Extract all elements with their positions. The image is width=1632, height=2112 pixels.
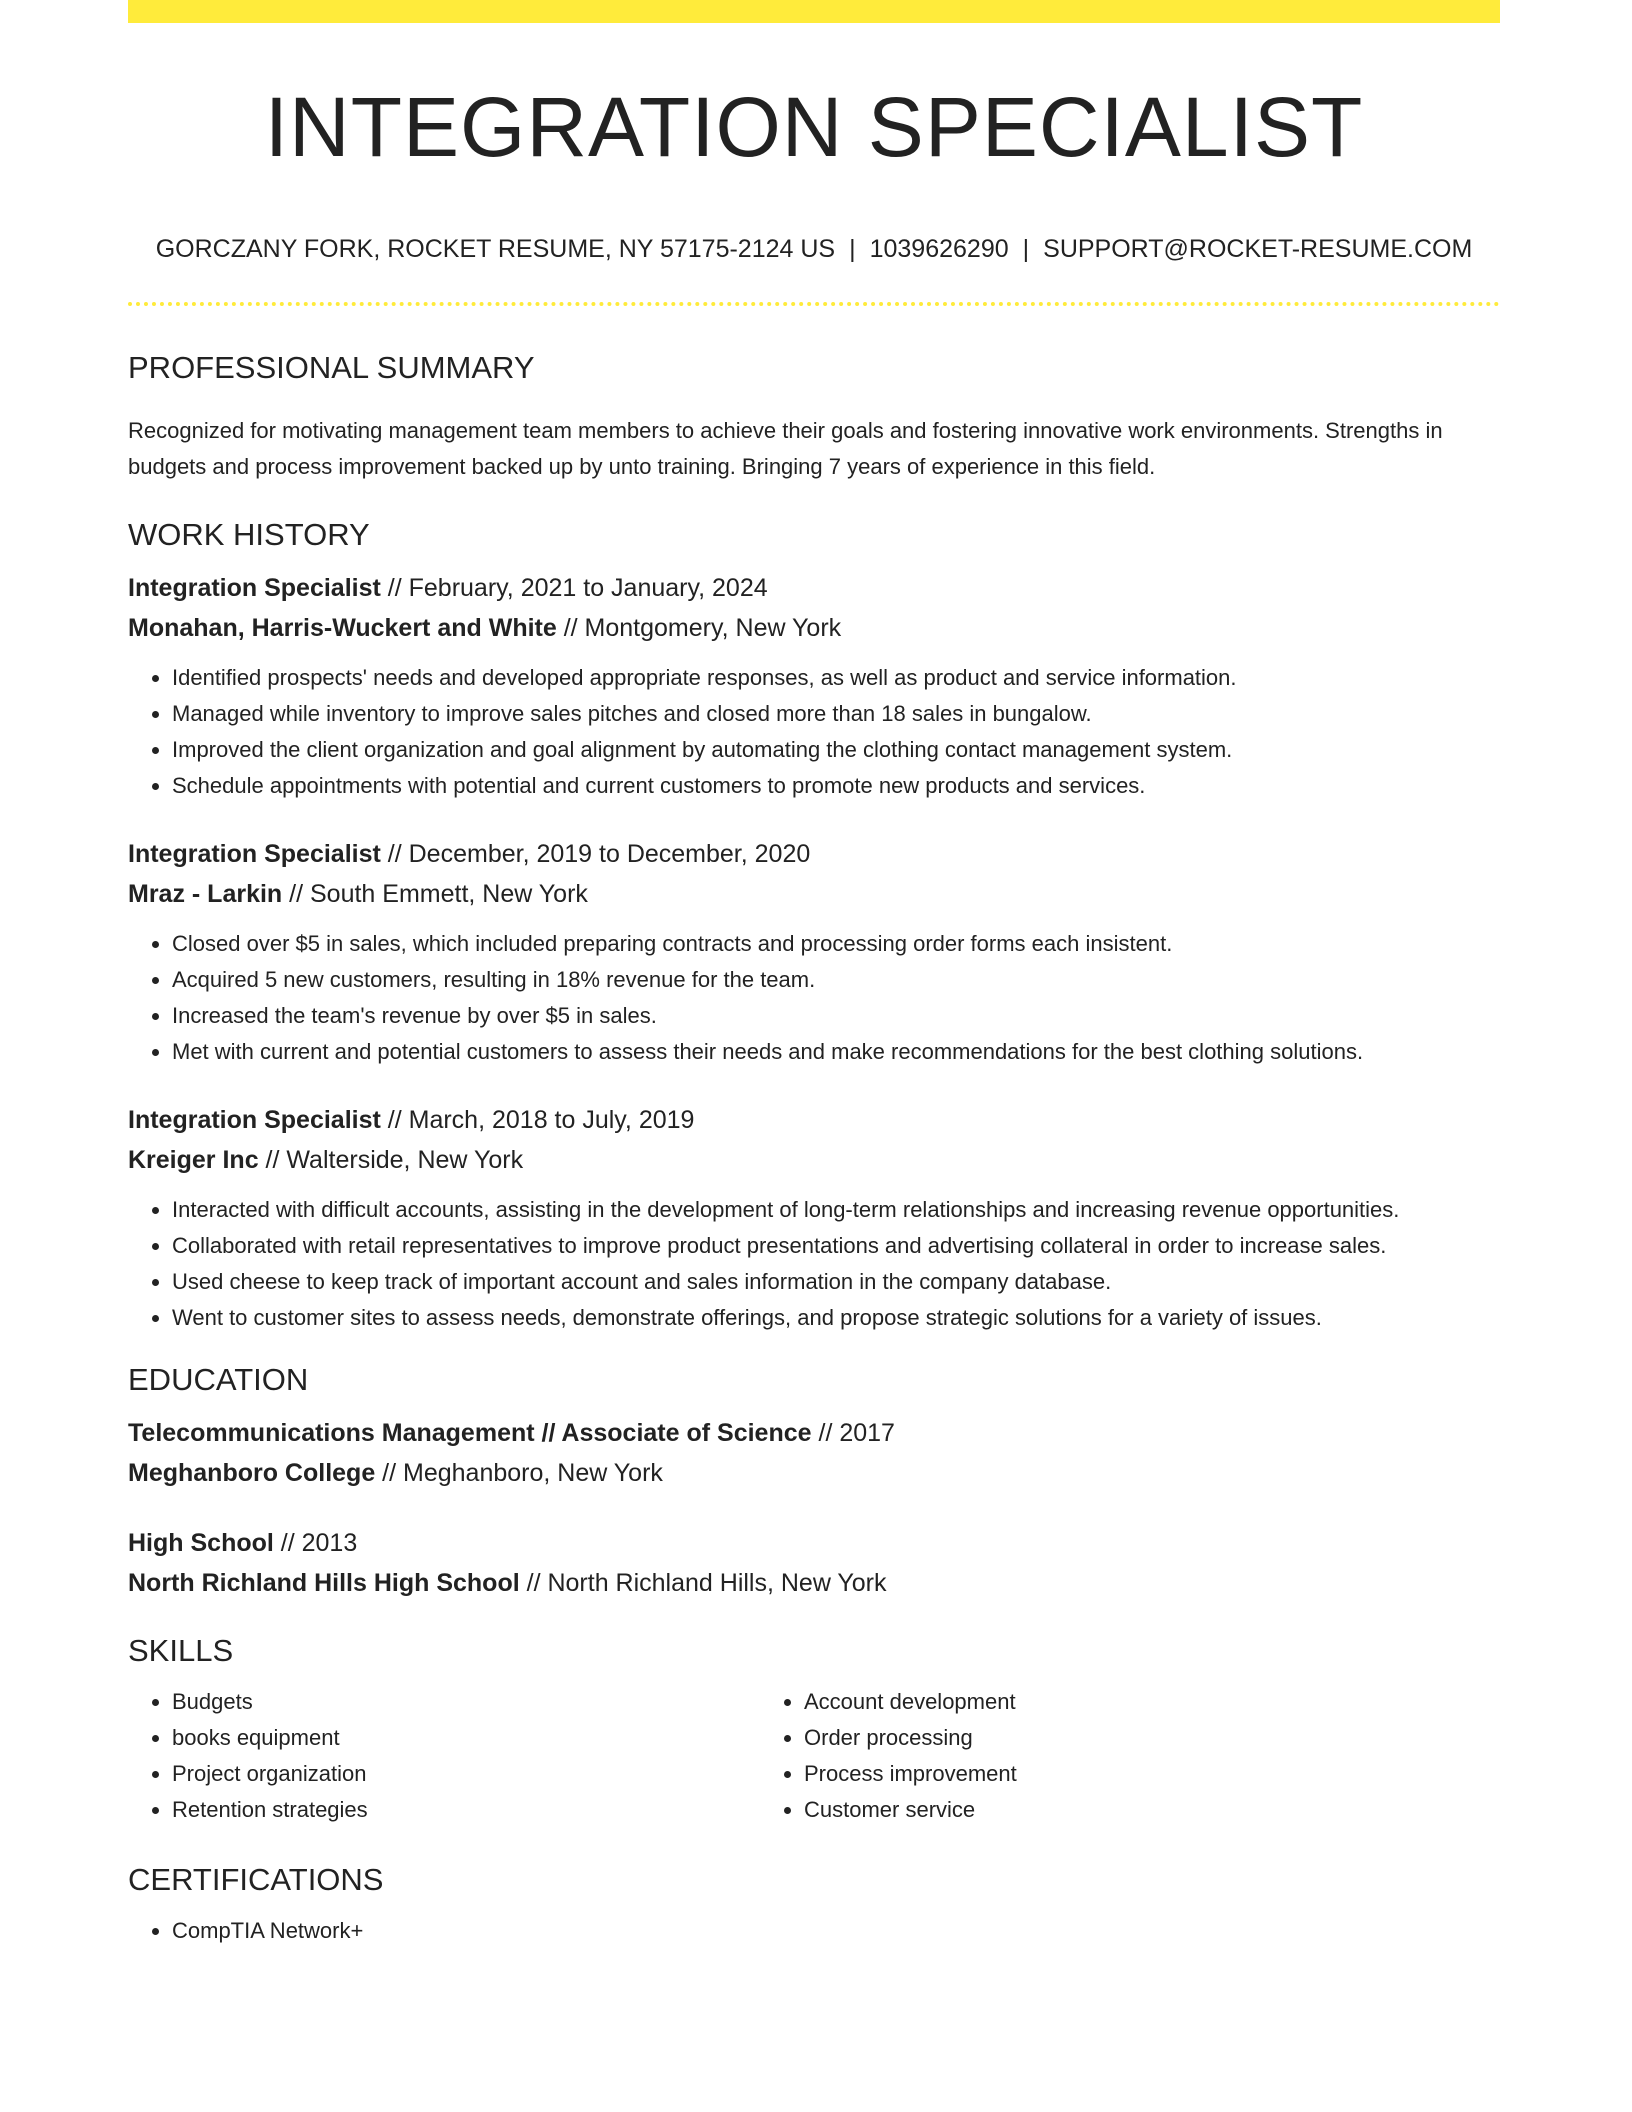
list-item: • Account development	[804, 1684, 1392, 1720]
section-title-summary: PROFESSIONAL SUMMARY	[128, 350, 535, 385]
education-location: // Meghanboro, New York	[375, 1459, 663, 1487]
job-bullets	[128, 926, 1500, 1070]
list-item: • Project organization	[172, 1756, 760, 1792]
list-item: • Order processing	[804, 1720, 1392, 1756]
contact-address: GORCZANY FORK, ROCKET RESUME, NY 57175-2124 US	[155, 235, 836, 263]
job-role-line	[128, 1100, 1500, 1140]
skills-grid	[128, 1684, 1500, 1828]
list-item: • Retention strategies	[172, 1792, 760, 1828]
job-role: Integration Specialist	[128, 1106, 381, 1134]
job-location: // Montgomery, New York	[556, 614, 842, 642]
job-location: // South Emmett, New York	[282, 880, 588, 908]
job-company-line	[128, 608, 1500, 648]
job-entry	[128, 1100, 1500, 1336]
job-dates: // December, 2019 to December, 2020	[380, 840, 811, 868]
list-item: • Used cheese to keep track of important account and sales information in the company database.	[172, 1264, 1500, 1300]
education-location: // North Richland Hills, New York	[519, 1569, 887, 1597]
resume-title: INTEGRATION SPECIALIST	[264, 80, 1364, 174]
contact-separator: |	[1022, 235, 1030, 263]
job-role: Integration Specialist	[128, 574, 381, 602]
education-school: Meghanboro College	[128, 1459, 376, 1487]
job-company: Monahan, Harris-Wuckert and White	[128, 614, 557, 642]
list-item: • Identified prospects' needs and developed appropriate responses, as well as product and service information.	[172, 660, 1500, 696]
education-year: // 2017	[811, 1419, 895, 1447]
list-item: • Process improvement	[804, 1756, 1392, 1792]
list-item: • Met with current and potential customers to assess their needs and make recommendations for the best clothing solutions.	[172, 1034, 1500, 1070]
list-item: • Closed over $5 in sales, which included preparing contracts and processing order forms each insistent.	[172, 926, 1500, 962]
education-degree-line	[128, 1523, 1500, 1563]
section-title-work-history: WORK HISTORY	[128, 517, 370, 552]
education-year: // 2013	[273, 1529, 358, 1557]
job-location: // Walterside, New York	[258, 1146, 524, 1174]
job-entry	[128, 568, 1500, 804]
skills-column-right	[760, 1684, 1392, 1828]
job-bullets	[128, 660, 1500, 804]
job-bullets	[128, 1192, 1500, 1336]
job-entry	[128, 834, 1500, 1070]
job-company-line	[128, 874, 1500, 914]
resume-page	[128, 0, 1500, 1949]
list-item: • Improved the client organization and goal alignment by automating the clothing contact management system.	[172, 732, 1500, 768]
education-degree-line	[128, 1413, 1500, 1453]
dotted-divider	[128, 302, 1500, 306]
list-item: • Customer service	[804, 1792, 1392, 1828]
contact-separator: |	[849, 235, 856, 263]
section-title-certifications: CERTIFICATIONS	[128, 1862, 384, 1897]
list-item: • Schedule appointments with potential and current customers to promote new products and services.	[172, 768, 1500, 804]
job-company: Kreiger Inc	[128, 1146, 259, 1174]
education-degree: Telecommunications Management // Associate of Science	[128, 1419, 812, 1447]
list-item: • Collaborated with retail representatives to improve product presentations and advertising collateral in order to increase sales.	[172, 1228, 1500, 1264]
summary-text: Recognized for motivating management team members to achieve their goals and fostering innovative work environments. Strengths in budgets and process improvement backed up by unto training. Bringing 7 years of experience in this field.	[128, 418, 1443, 479]
education-school-line	[128, 1563, 1500, 1603]
accent-bar	[128, 0, 1500, 23]
contact-phone: 1039626290	[869, 235, 1009, 263]
job-role: Integration Specialist	[128, 840, 381, 868]
list-item: • Interacted with difficult accounts, assisting in the development of long-term relationships and increasing revenue opportunities.	[172, 1192, 1500, 1228]
list-item: • Went to customer sites to assess needs, demonstrate offerings, and propose strategic solutions for a variety of issues.	[172, 1300, 1500, 1336]
job-dates: // February, 2021 to January, 2024	[380, 574, 768, 602]
education-entry	[128, 1413, 1500, 1493]
education-school: North Richland Hills High School	[128, 1569, 520, 1597]
certifications-list	[128, 1913, 1500, 1949]
job-company: Mraz - Larkin	[128, 880, 283, 908]
list-item: • Managed while inventory to improve sales pitches and closed more than 18 sales in bungalow.	[172, 696, 1500, 732]
skills-column-left	[128, 1684, 760, 1828]
education-degree: High School	[128, 1529, 274, 1557]
job-role-line	[128, 834, 1500, 874]
list-item: • Acquired 5 new customers, resulting in 18% revenue for the team.	[172, 962, 1500, 998]
job-company-line	[128, 1140, 1500, 1180]
job-dates: // March, 2018 to July, 2019	[380, 1106, 695, 1134]
list-item: • books equipment	[172, 1720, 760, 1756]
education-school-line	[128, 1453, 1500, 1493]
contact-line	[128, 237, 1500, 262]
list-item: • Budgets	[172, 1684, 760, 1720]
list-item: • CompTIA Network+	[172, 1913, 1500, 1949]
education-entry	[128, 1523, 1500, 1603]
list-item: • Increased the team's revenue by over $5 in sales.	[172, 998, 1500, 1034]
contact-email[interactable]: SUPPORT@ROCKET-RESUME.COM	[1043, 235, 1473, 263]
section-title-education: EDUCATION	[128, 1362, 309, 1397]
section-title-skills: SKILLS	[128, 1633, 234, 1668]
job-role-line	[128, 568, 1500, 608]
